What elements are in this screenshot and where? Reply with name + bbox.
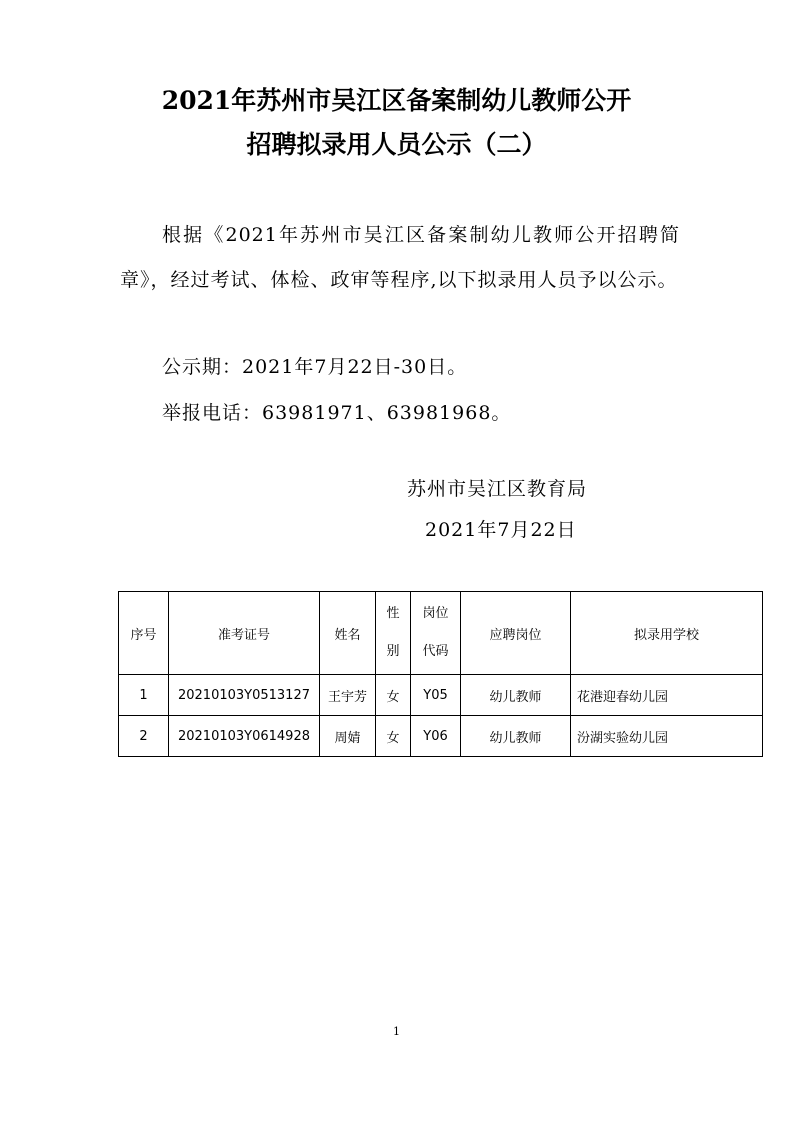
cell-position: 幼儿教师 xyxy=(461,675,571,716)
header-position-code xyxy=(411,592,461,675)
cell-exam-id: 20210103Y0513127 xyxy=(169,675,320,716)
hire-list-table xyxy=(118,591,763,757)
header-exam-id: 准考证号 xyxy=(169,592,320,675)
page-number: 1 xyxy=(393,1025,400,1038)
cell-exam-id: 20210103Y0614928 xyxy=(169,716,320,757)
header-code-line-2: 代码 xyxy=(422,644,449,659)
intro-paragraph: 根据《2021年苏州市吴江区备案制幼儿教师公开招聘简章》，经过考试、体检、政审等程序,以下拟录用人员予以公示。 xyxy=(120,224,680,291)
header-no: 序号 xyxy=(119,592,169,675)
header-position: 应聘岗位 xyxy=(461,592,571,675)
cell-school: 花港迎春幼儿园 xyxy=(571,675,763,716)
cell-name: 周婧 xyxy=(320,716,376,757)
cell-gender: 女 xyxy=(376,675,411,716)
report-hotline: 举报电话：63981971、63981968。 xyxy=(162,402,512,424)
header-gender-line-2: 别 xyxy=(386,644,400,659)
document-title-line-1: 2021年苏州市吴江区备案制幼儿教师公开 xyxy=(161,86,632,115)
cell-position: 幼儿教师 xyxy=(461,716,571,757)
table-row xyxy=(119,716,763,757)
cell-code: Y05 xyxy=(411,675,461,716)
header-name: 姓名 xyxy=(320,592,376,675)
header-gender xyxy=(376,592,411,675)
cell-code: Y06 xyxy=(411,716,461,757)
header-gender-line-1: 性 xyxy=(386,606,400,621)
notice-period: 公示期：2021年7月22日-30日。 xyxy=(162,356,468,378)
issuing-organization: 苏州市吴江区教育局 xyxy=(407,478,588,500)
table-header-row xyxy=(119,592,763,675)
header-code-line-1: 岗位 xyxy=(422,606,449,621)
cell-school: 汾湖实验幼儿园 xyxy=(571,716,763,757)
document-title-line-2: 招聘拟录用人员公示（二） xyxy=(246,130,547,159)
cell-gender: 女 xyxy=(376,716,411,757)
cell-no: 1 xyxy=(119,675,169,716)
cell-no: 2 xyxy=(119,716,169,757)
issue-date: 2021年7月22日 xyxy=(425,519,577,541)
table-row xyxy=(119,675,763,716)
header-school: 拟录用学校 xyxy=(571,592,763,675)
cell-name: 王宇芳 xyxy=(320,675,376,716)
